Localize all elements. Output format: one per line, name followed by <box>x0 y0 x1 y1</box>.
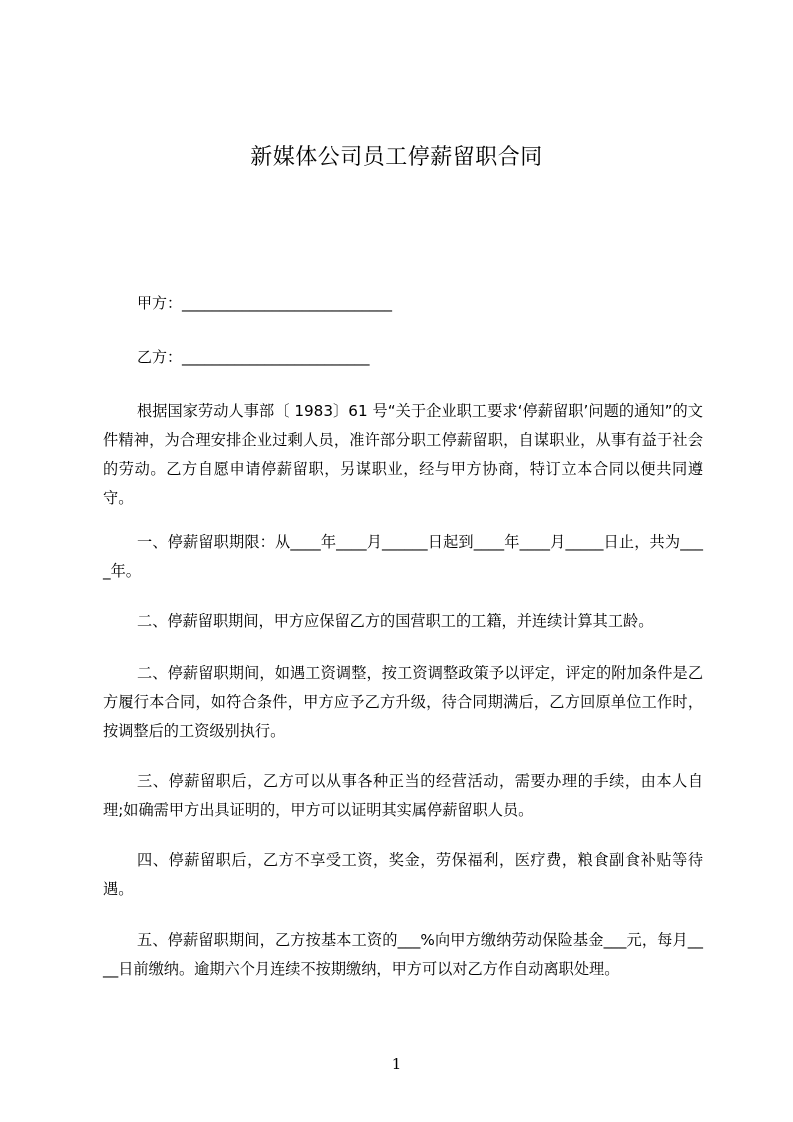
clause-insurance-paragraph: 五、停薪留职期间，乙方按基本工资的___%向甲方缴纳劳动保险基金___元，每月____日前缴纳。逾期六个月连续不按期缴纳，甲方可以对乙方作自动离职处理。 <box>103 931 703 978</box>
clause-status-paragraph: 二、停薪留职期间，甲方应保留乙方的国营职工的工籍，并连续计算其工龄。 <box>137 612 654 630</box>
clause-business-activity-paragraph: 三、停薪留职后，乙方可以从事各种正当的经营活动，需要办理的手续，由本人自理;如确需甲方出具证明的，甲方可以证明其实属停薪留职人员。 <box>103 772 703 819</box>
document-title: 新媒体公司员工停薪留职合同 <box>250 145 543 170</box>
party-a-line: 甲方：____________________________ <box>137 294 393 312</box>
clause-salary-adjustment-paragraph: 二、停薪留职期间，如遇工资调整，按工资调整政策予以评定，评定的附加条件是乙方履行本合同，如符合条件，甲方应予乙方升级，待合同期满后，乙方回原单位工作时，按调整后的工资级别执行。 <box>103 664 703 740</box>
clause-term-paragraph: 一、停薪留职期限：从____年____月______日起到____年____月_____日止，共为____年。 <box>103 533 703 580</box>
clause-benefits-paragraph: 四、停薪留职后，乙方不享受工资，奖金，劳保福利，医疗费，粮食副食补贴等待遇。 <box>103 851 703 898</box>
page-number: 1 <box>391 1055 402 1073</box>
preamble-paragraph: 根据国家劳动人事部〔 1983〕61 号“关于企业职工要求‘停薪留职’问题的通知”的文件精神，为合理安排企业过剩人员，准许部分职工停薪留职，自谋职业，从事有益于社会的劳动。乙方自愿申请停薪留职，另谋职业，经与甲方协商，特订立本合同以便共同遵守。 <box>103 402 703 507</box>
party-b-line: 乙方：_________________________ <box>137 348 370 366</box>
